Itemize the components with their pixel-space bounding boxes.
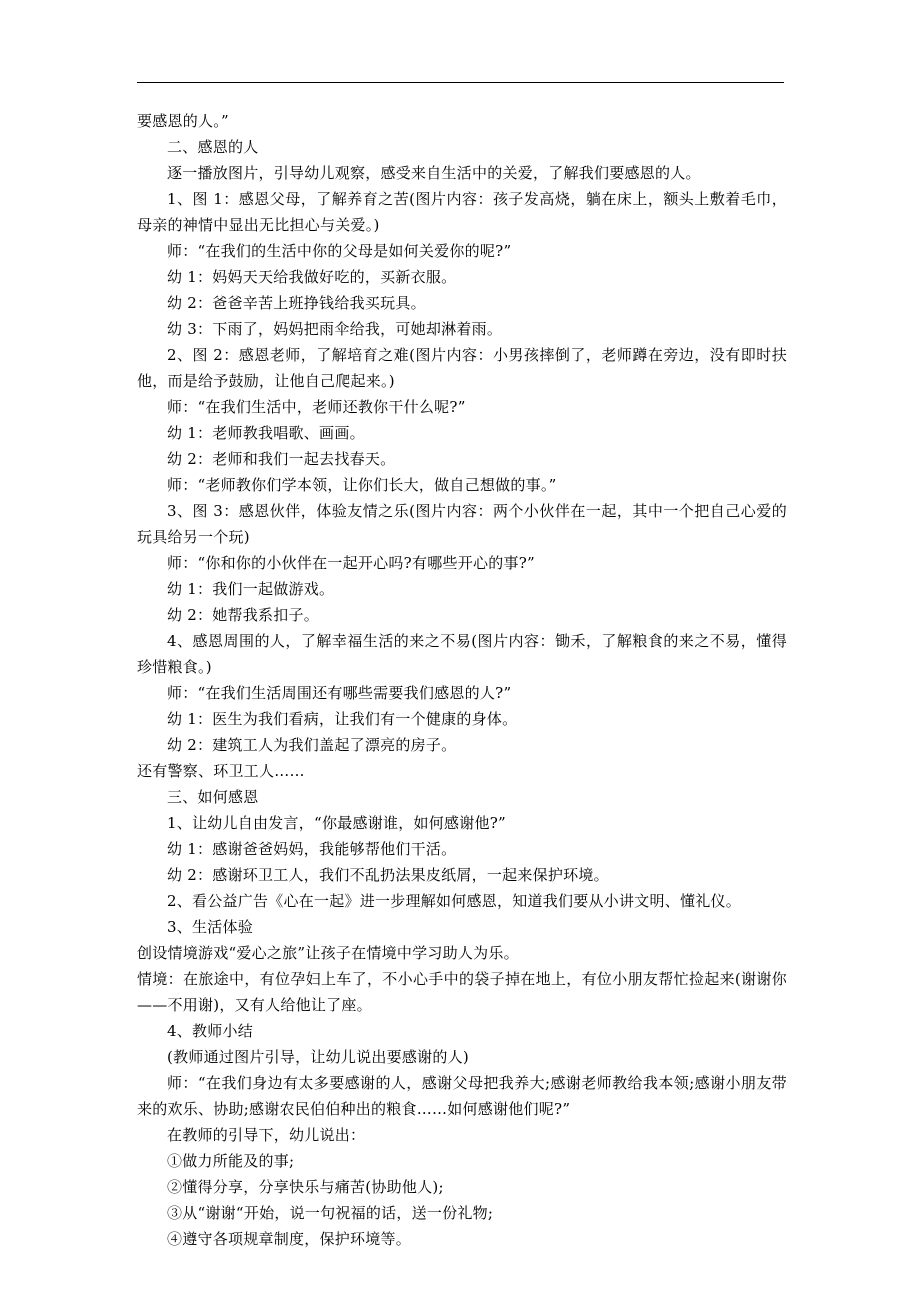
- paragraph: 2、图 2：感恩老师，了解培育之难(图片内容：小男孩摔倒了，老师蹲在旁边，没有即时扶他，而是给予鼓励，让他自己爬起来。): [137, 346, 787, 390]
- paragraph: 幼 2：她帮我系扣子。: [167, 606, 320, 624]
- paragraph: 逐一播放图片，引导幼儿观察，感受来自生活中的关爱，了解我们要感恩的人。: [167, 164, 701, 182]
- paragraph: 幼 1：医生为我们看病，让我们有一个健康的身体。: [167, 710, 518, 728]
- paragraph: 师：“在我们生活中，老师还教你干什么呢?”: [167, 398, 466, 416]
- paragraph: 师：“老师教你们学本领，让你们长大，做自己想做的事。”: [167, 476, 557, 494]
- list-item: ①做力所能及的事;: [167, 1152, 295, 1170]
- header-rule: [137, 82, 784, 83]
- paragraph: 幼 2：老师和我们一起去找春天。: [167, 450, 396, 468]
- section-heading: 三、如何感恩: [167, 788, 259, 806]
- paragraph: 创设情境游戏“爱心之旅”让孩子在情境中学习助人为乐。: [137, 944, 519, 962]
- paragraph: (教师通过图片引导，让幼儿说出要感谢的人): [167, 1048, 469, 1066]
- list-item: ②懂得分享，分享快乐与痛苦(协助他人);: [167, 1178, 444, 1196]
- paragraph: 幼 1：我们一起做游戏。: [167, 580, 335, 598]
- subsection-heading: 4、教师小结: [167, 1022, 254, 1040]
- paragraph: 2、看公益广告《心在一起》进一步理解如何感恩，知道我们要从小讲文明、懂礼仪。: [167, 892, 742, 910]
- paragraph: 师：“在我们身边有太多要感谢的人，感谢父母把我养大;感谢老师教给我本领;感谢小朋友带来的欢乐、协助;感谢农民伯伯种出的粮食……如何感谢他们呢?”: [137, 1074, 787, 1118]
- paragraph: 幼 3：下雨了，妈妈把雨伞给我，可她却淋着雨。: [167, 320, 503, 338]
- paragraph: 1、图 1：感恩父母，了解养育之苦(图片内容：孩子发高烧，躺在床上，额头上敷着毛巾，母亲的神情中显出无比担心与关爱。): [137, 190, 787, 234]
- paragraph: 4、感恩周围的人，了解幸福生活的来之不易(图片内容：锄禾，了解粮食的来之不易，懂得珍惜粮食。): [137, 632, 787, 676]
- paragraph: 幼 2：感谢环卫工人，我们不乱扔法果皮纸屑，一起来保护环境。: [167, 866, 609, 884]
- paragraph: 幼 1：妈妈天天给我做好吃的，买新衣服。: [167, 268, 457, 286]
- paragraph: 幼 1：老师教我唱歌、画画。: [167, 424, 365, 442]
- paragraph: 1、让幼儿自由发言，“你最感谢谁，如何感谢他?”: [167, 814, 506, 832]
- paragraph: 幼 2：建筑工人为我们盖起了漂亮的房子。: [167, 736, 457, 754]
- paragraph: 师：“在我们的生活中你的父母是如何关爱你的呢?”: [167, 242, 512, 260]
- list-item: ④遵守各项规章制度，保护环境等。: [167, 1230, 412, 1248]
- subsection-heading: 3、生活体验: [167, 918, 254, 936]
- list-item: ③从“谢谢“开始，说一句祝福的话，送一份礼物;: [167, 1204, 494, 1222]
- paragraph: 幼 2：爸爸辛苦上班挣钱给我买玩具。: [167, 294, 426, 312]
- paragraph: 3、图 3：感恩伙伴，体验友情之乐(图片内容：两个小伙伴在一起，其中一个把自己心爱的玩具给另一个玩): [137, 502, 787, 546]
- paragraph: 在教师的引导下，幼儿说出：: [167, 1126, 366, 1144]
- paragraph: 师：“在我们生活周围还有哪些需要我们感恩的人?”: [167, 684, 512, 702]
- document-body: [137, 108, 787, 1252]
- paragraph: 还有警察、环卫工人……: [137, 762, 305, 780]
- paragraph: 要感恩的人。”: [137, 112, 229, 130]
- section-heading: 二、感恩的人: [167, 138, 259, 156]
- paragraph: 情境：在旅途中，有位孕妇上车了，不小心手中的袋子掉在地上，有位小朋友帮忙捡起来(谢谢你——不用谢)，又有人给他让了座。: [137, 970, 787, 1014]
- paragraph: 幼 1：感谢爸爸妈妈，我能够帮他们干活。: [167, 840, 457, 858]
- paragraph: 师：“你和你的小伙伴在一起开心吗?有哪些开心的事?”: [167, 554, 535, 572]
